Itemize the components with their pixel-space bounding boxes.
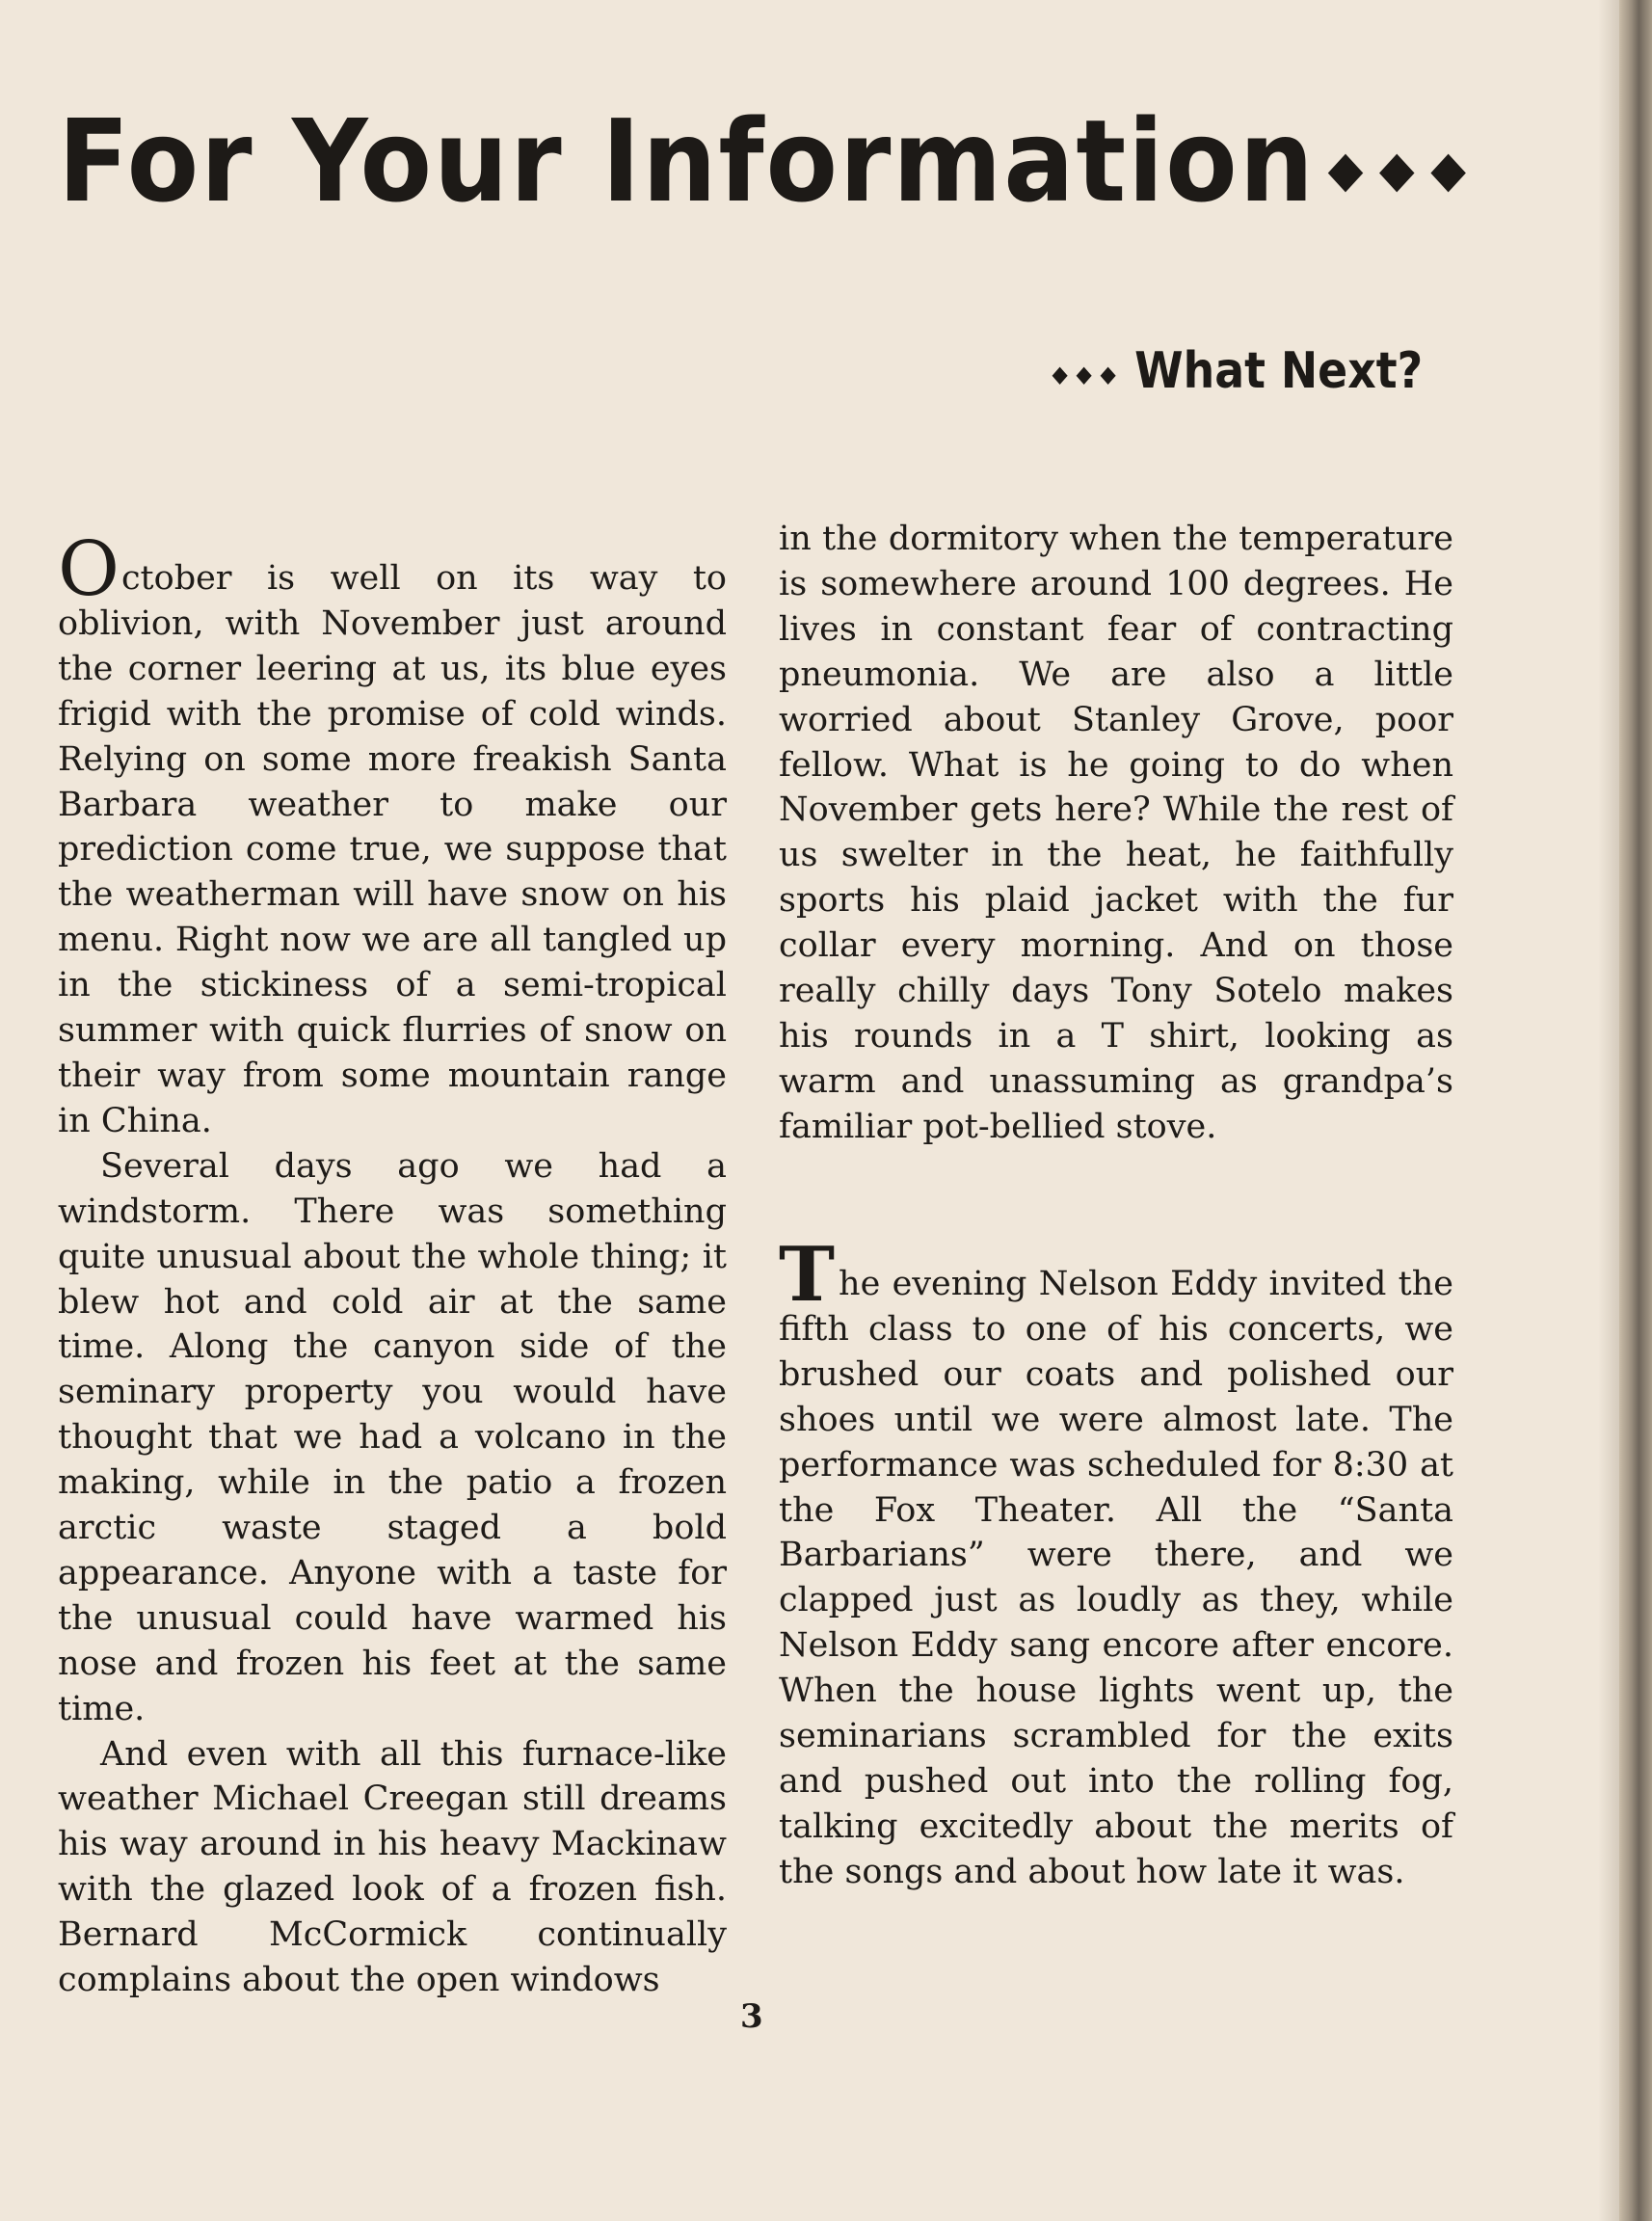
article1-paragraph-2: Several days ago we had a windstorm. There was something quite unusual about the whole thing; it blew hot and cold air at the same time. Along the canyon side of the seminary property you would have thought that we had a volcano in the making, while in the patio a frozen arctic waste staged a bold appearance. Anyone with a taste for the unusual could have warmed his nose and frozen his feet at the same time. [58,1146,727,1728]
subheading-diamonds: ◆◆◆ [1052,361,1125,388]
section-subheading [1052,342,1423,400]
article1-paragraph-1: October is well on its way to oblivion, with November just around the corner leering at us, its blue eyes frigid with the promise of cold winds. Relying on some more freakish Santa Barbara weather to make our prediction come true, we suppose that the weatherman will have snow on his menu. Right now we are all tangled up in the stickiness of a semi-tropical summer with quick flurries of snow on their way from some mountain range in China. [58,526,727,1140]
right-column-continuation [779,517,1453,1150]
dropcap-letter: T [779,1231,836,1319]
subheading-text: What Next? [1133,342,1423,400]
article1-paragraph-3: And even with all this furnace-like weather Michael Creegan still dreams his way around in his heavy Mackinaw with the glazed look of a frozen fish. Bernard McCormick continually complains about the open windows [58,1734,727,2000]
article1-paragraph-3-continued: in the dormitory when the temperature is somewhere around 100 degrees. He lives in constant fear of contracting pneumonia. We are also a little worried about Stanley Grove, poor fellow. What is he going to do when November gets here? While the rest of us swelter in the heat, he faithfully sports his plaid jacket with the fur collar every morning. And on those really chilly days Tony Sotelo makes his rounds in a T shirt, looking as warm and unassuming as grandpa’s familiar pot-bellied stove. [779,520,1453,1146]
dropcap-letter: O [58,526,120,613]
article2-paragraph-1: The evening Nelson Eddy invited the fifth class to one of his concerts, we brushed our coats and polished our shoes until we were almost late. The performance was scheduled for 8:30 at the Fox Theater. All the “Santa Barbarians” were there, and we clapped just as loudly as they, while Nelson Eddy sang encore after encore. When the house lights went up, the seminarians scrambled for the exits and pushed out into the rolling fog, talking excitedly about the merits of the songs and about how late it was. [779,1231,1453,1891]
book-spine [1619,0,1652,2221]
binding-shadow [1598,0,1619,2221]
headline-diamonds: ◆◆◆ [1327,140,1482,199]
article2 [779,1231,1453,1895]
headline-title: For Your Information [58,94,1316,227]
page-headline [58,94,1482,227]
left-column [58,526,727,2003]
page-number: 3 [740,1997,763,2036]
